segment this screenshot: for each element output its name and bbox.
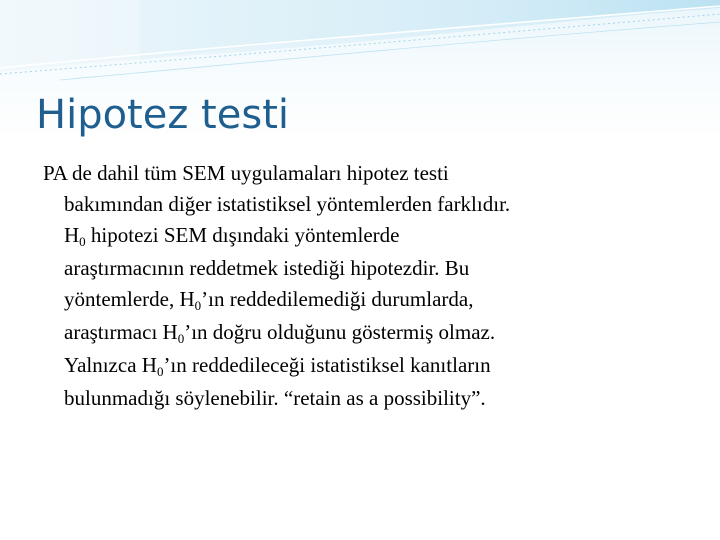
body-line-6-start: araştırmacı H (64, 320, 178, 344)
slide-title: Hipotez testi (36, 92, 289, 138)
body-line-6 (43, 317, 703, 350)
body-line-1: PA de dahil tüm SEM uygulamaları hipotez testi (43, 161, 449, 185)
h-subscript: 0 (177, 331, 185, 346)
body-line-6-end: ’ın doğru olduğunu göstermiş olmaz. (184, 320, 496, 344)
body-line-8: bulunmadığı söylenebilir. “retain as a possibility”. (64, 386, 486, 410)
body-line-2: bakımından diğer istatistiksel yöntemlerden farklıdır. (64, 192, 511, 216)
h-subscript: 0 (156, 364, 164, 379)
body-line-5-start: yöntemlerde, H (64, 287, 195, 311)
h-subscript: 0 (79, 234, 86, 249)
body-line-5 (43, 284, 703, 317)
h-subscript: 0 (194, 298, 202, 313)
body-line-3-text: hipotezi SEM dışındaki yöntemlerde (85, 223, 400, 247)
body-line-7-end: ’ın reddedileceği istatistiksel kanıtların (163, 353, 491, 377)
decorative-wave-band (0, 0, 720, 90)
h-symbol: H (64, 223, 80, 247)
body-line-5-end: ’ın reddedilemediği durumlarda, (201, 287, 474, 311)
body-paragraph (43, 158, 703, 414)
body-line-4: araştırmacının reddetmek istediği hipotezdir. Bu (64, 256, 470, 280)
body-line-7 (43, 350, 703, 383)
body-line-3 (43, 220, 703, 253)
body-line-7-start: Yalnızca H (64, 353, 157, 377)
